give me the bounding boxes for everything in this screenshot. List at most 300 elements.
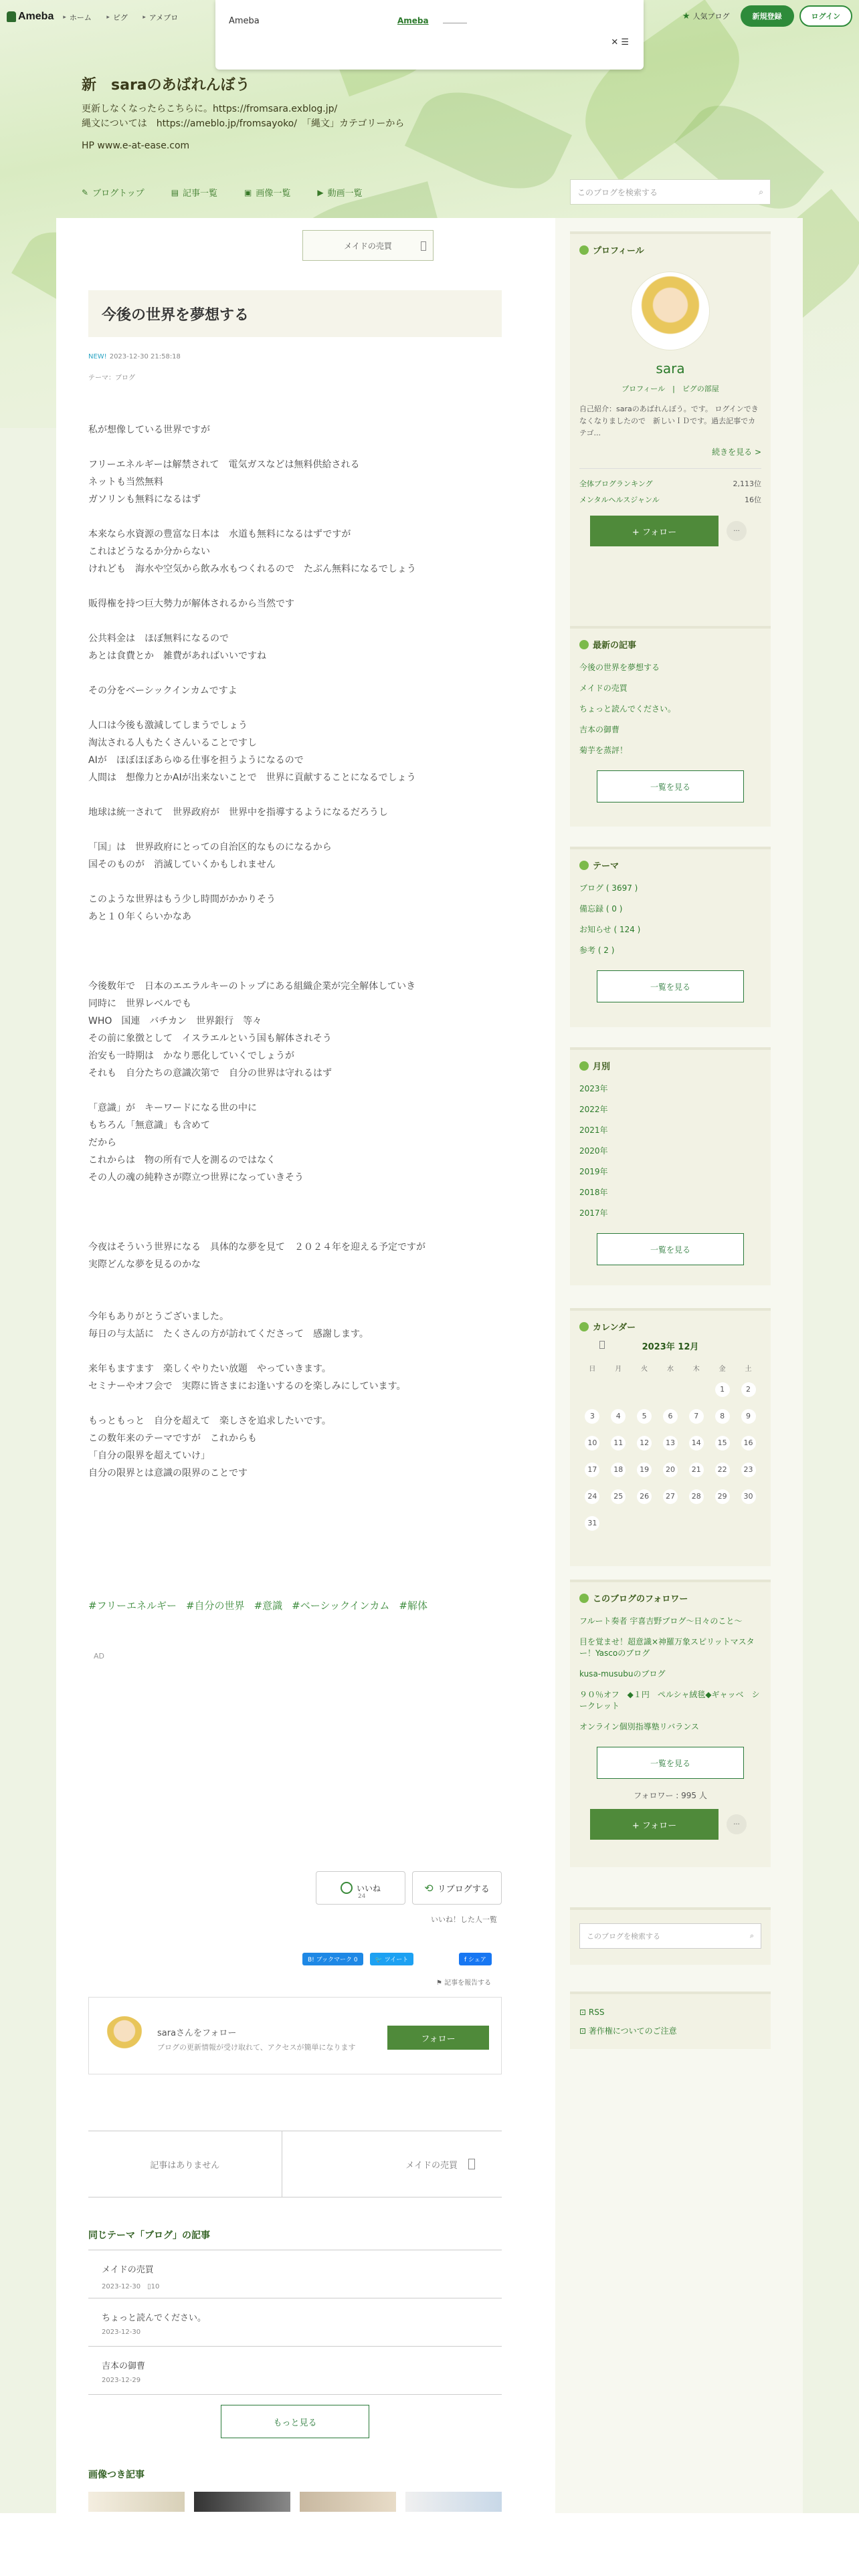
recent-item[interactable]: 菊芋を蒸評！ (579, 746, 628, 755)
reblog-icon: ⟲ (424, 1881, 434, 1895)
calendar-table (579, 1359, 761, 1537)
profile-title: プロフィール (570, 234, 771, 263)
body-paragraph (88, 700, 502, 717)
new-badge: NEW! (88, 353, 107, 360)
calendar-day[interactable] (709, 1457, 735, 1483)
share-buttons (302, 1953, 420, 1965)
body-paragraph (88, 1186, 502, 1204)
body-paragraph: AIが ほぼほぼあらゆる仕事を担うようになるので (88, 755, 304, 766)
body-paragraph: 毎日の与太話に たくさんの方が訪れてくださって 感謝します。 (88, 1329, 369, 1339)
entry-pager (88, 2131, 502, 2197)
calendar-day-number: 16 (741, 1436, 756, 1451)
hashtag-link[interactable]: #ベーシックインカム (292, 1600, 390, 1612)
calendar-day-number: 12 (637, 1436, 652, 1451)
calendar-day[interactable] (683, 1483, 709, 1510)
month-item[interactable]: 2020年 (579, 1146, 608, 1156)
theme-widget (570, 847, 771, 1027)
like-button[interactable]: いいね 24 (316, 1871, 405, 1905)
calendar-day[interactable] (683, 1403, 709, 1430)
calendar-day[interactable] (735, 1430, 761, 1457)
header-actions (682, 5, 852, 27)
sidebar-search-input[interactable]: このブログを検索する ⌕ (579, 1923, 761, 1949)
calendar-day (605, 1376, 632, 1403)
body-paragraph (88, 613, 502, 630)
calendar-day (579, 1376, 605, 1403)
body-paragraph: その人の魂の純粋さが際立つ世界になっていきそう (88, 1172, 304, 1183)
calendar-day[interactable] (683, 1430, 709, 1457)
calendar-weekdays (579, 1359, 761, 1376)
recent-item[interactable]: メイドの売買 (579, 683, 628, 693)
calendar-day[interactable] (579, 1457, 605, 1483)
ameba-frog-icon (7, 11, 16, 22)
profile-name[interactable]: sara (656, 360, 685, 377)
body-paragraph (88, 1343, 502, 1360)
calendar-weekday: 土 (745, 1365, 752, 1373)
body-paragraph: けれども 海水や空気から飲み水もつくれるので たぶん無料になるでしょう (88, 564, 416, 574)
calendar-day-number: 17 (585, 1463, 599, 1477)
smile-icon (341, 1882, 353, 1894)
body-paragraph: もちろん「無意識」も含めて (88, 1120, 210, 1131)
theme-more-button[interactable]: 一覧を見る (597, 970, 744, 1002)
calendar-day[interactable] (579, 1510, 605, 1537)
list-item[interactable] (88, 2250, 502, 2298)
calendar-day[interactable] (709, 1403, 735, 1430)
body-paragraph: 「国」は 世界政府にとっての自治区的なものになるから (88, 842, 332, 853)
nav-video-list[interactable]: ▶ 動画一覧 (317, 187, 363, 199)
calendar-day[interactable] (709, 1430, 735, 1457)
calendar-day (709, 1510, 735, 1537)
calendar-day[interactable] (683, 1457, 709, 1483)
follower-item[interactable]: フルート奏者 宇喜吉野ブログ〜日々のこと〜 (579, 1616, 743, 1626)
leaf-decoration (405, 73, 572, 208)
calendar-week (579, 1430, 761, 1457)
recent-entries-widget (570, 626, 771, 827)
calendar-day[interactable] (658, 1403, 684, 1430)
ameba-logo[interactable]: Ameba (7, 11, 54, 23)
body-paragraph (88, 943, 502, 960)
pigg-room-link[interactable]: ピグの部屋 (682, 385, 719, 393)
recent-item[interactable]: 今後の世界を夢想する (579, 663, 660, 672)
follower-item[interactable]: ９０％オフ ◆１円 ペルシャ絨毯◆ギャッベ シークレット (579, 1690, 760, 1711)
calendar-weekday: 水 (666, 1365, 674, 1373)
more-options-icon[interactable]: ··· (727, 1814, 747, 1834)
blog-homepage: HP www.e-at-ease.com (82, 140, 190, 151)
chevron-right-icon (421, 241, 426, 251)
theme-item[interactable]: 参考 ( 2 ) (579, 946, 615, 955)
body-paragraph: その分をベーシックインカムですよ (88, 685, 237, 696)
blog-desc-line: 更新しなくなったらこちらに。https://fromsara.exblog.jp/ (82, 104, 338, 114)
calendar-week (579, 1457, 761, 1483)
image-entries-thumbs (88, 2492, 511, 2512)
month-item[interactable]: 2018年 (579, 1188, 608, 1197)
rss-icon: ⊡ (579, 2008, 587, 2017)
body-paragraph: 地球は統一されて 世界政府が 世界中を指導するようになるだろうし (88, 807, 388, 818)
body-paragraph: 来年もますます 楽しくやりたい放題 やっていきます。 (88, 1364, 331, 1374)
calendar-day[interactable] (735, 1457, 761, 1483)
follower-count: フォロワー : 995 人 (634, 1791, 707, 1800)
search-icon[interactable]: ⌕ (759, 187, 763, 197)
body-paragraph: 国そのものが 消滅していくかもしれません (88, 859, 276, 870)
avatar[interactable] (105, 2016, 144, 2055)
calendar-day-number: 4 (611, 1409, 626, 1424)
calendar-day (658, 1510, 684, 1537)
hashtag-link[interactable]: #解体 (399, 1600, 427, 1612)
month-item[interactable]: 2017年 (579, 1208, 608, 1218)
hatena-bookmark-button[interactable]: B! ブックマーク 0 (302, 1953, 363, 1965)
body-paragraph: 実際どんな夢を見るのかな (88, 1259, 201, 1270)
ranking-genre[interactable]: メンタルヘルスジャンル 16位 (579, 496, 761, 504)
calendar-day[interactable] (579, 1430, 605, 1457)
calendar-day (632, 1376, 658, 1403)
ranking-overall[interactable]: 全体ブログランキング 2,113位 (579, 479, 761, 488)
list-item-date: 2023-12-29 (102, 2377, 141, 2384)
followers-follow-button[interactable]: + フォロー (590, 1809, 719, 1840)
calendar-week (579, 1403, 761, 1430)
calendar-day[interactable] (709, 1483, 735, 1510)
report-link[interactable]: ⚑ 記事を報告する (436, 1979, 492, 1987)
blog-nav (82, 186, 389, 199)
login-button[interactable]: ログイン (799, 5, 852, 27)
body-paragraph (88, 821, 502, 839)
body-paragraph: 「意識」が キーワードになる世の中に (88, 1103, 257, 1113)
calendar-day[interactable] (632, 1483, 658, 1510)
ad-area (88, 1665, 502, 1852)
calendar-day-number: 22 (715, 1463, 730, 1477)
calendar-week (579, 1510, 761, 1537)
calendar-day-number: 2 (741, 1382, 756, 1397)
body-paragraph: 人間は 想像力とかAIが出来ないことで 世界に貢献することになるでしょう (88, 772, 416, 783)
month-item[interactable]: 2023年 (579, 1084, 608, 1093)
body-paragraph (88, 1291, 502, 1308)
hashtag-link[interactable]: #フリーエネルギー (88, 1600, 177, 1612)
body-paragraph: 今夜はそういう世界になる 具体的な夢を見て ２０２４年を迎える予定ですが (88, 1242, 425, 1253)
calendar-day[interactable] (632, 1430, 658, 1457)
divider (579, 468, 761, 469)
body-paragraph: 治安も一時期は かなり悪化していくでしょうが (88, 1051, 294, 1061)
calendar-month: 2023年 12月 (579, 1339, 761, 1352)
body-paragraph (88, 960, 502, 978)
overlay-close-icon[interactable]: ✕ ☰ (611, 37, 629, 47)
calendar-day[interactable] (632, 1403, 658, 1430)
calendar-day-number: 5 (637, 1409, 652, 1424)
facebook-share-button[interactable]: f シェア (459, 1953, 492, 1965)
body-paragraph: 本来なら水資源の豊富な日本は 水道も無料になるはずですが (88, 529, 351, 540)
calendar-day[interactable] (658, 1430, 684, 1457)
body-paragraph (88, 1273, 502, 1291)
recent-title: 最新の記事 (570, 629, 771, 657)
profile-intro: 自己紹介：saraのあばれんぼう。です。 ログインできなくなりましたので 新しいＩＤです。過去記事でカテゴ... (579, 405, 759, 437)
calendar-title: カレンダー (570, 1311, 771, 1339)
body-paragraph (88, 1204, 502, 1221)
monthly-more-button[interactable]: 一覧を見る (597, 1233, 744, 1265)
nav-ameblo[interactable]: ▸ アメブロ (142, 12, 178, 23)
popular-blogs-link[interactable]: ★ 人気ブログ (682, 11, 730, 21)
month-item[interactable]: 2022年 (579, 1105, 608, 1114)
blog-title[interactable]: 新 saraのあばれんぼう (82, 77, 250, 94)
blog-search-input[interactable]: このブログを検索する ⌕ (570, 179, 771, 205)
profile-link[interactable]: プロフィール (622, 385, 666, 393)
hashtag-list (88, 1598, 437, 1612)
tweet-button[interactable]: 🐦 ツイート (370, 1953, 414, 1965)
follow-button[interactable]: フォロー (387, 2026, 489, 2050)
calendar-day-number: 23 (741, 1463, 756, 1477)
entry-date: NEW! 2023-12-30 21:58:18 (88, 353, 181, 360)
theme-item[interactable]: ブログ ( 3697 ) (579, 883, 638, 893)
popup-overlay (215, 0, 644, 70)
pager-prev: 記事はありません (150, 2160, 220, 2171)
top-nav (63, 11, 190, 23)
footer-area (0, 2513, 859, 2576)
follower-item[interactable]: オンライン個別指導塾リバランス (579, 1722, 699, 1731)
profile-avatar[interactable] (632, 272, 709, 350)
calendar-day[interactable] (735, 1376, 761, 1403)
body-paragraph: 「自分の限界を超えていけ」 (88, 1451, 210, 1461)
search-icon[interactable]: ⌕ (749, 1931, 754, 1940)
follower-item[interactable]: 目を覚ませ！超意識×神羅万象スピリットマスター！Yascoのブログ (579, 1637, 755, 1658)
theme-title: テーマ (570, 849, 771, 878)
calendar-days (579, 1376, 761, 1537)
body-paragraph: ガソリンも無料になるはず (88, 494, 201, 505)
overlay-link[interactable]: Ameba (397, 16, 429, 25)
like-list-link[interactable]: いいね！した人一覧 (431, 1915, 497, 1924)
thumbnail[interactable] (300, 2492, 396, 2512)
more-options-icon[interactable]: ··· (727, 521, 747, 541)
calendar-day[interactable] (605, 1457, 632, 1483)
calendar-day-number: 3 (585, 1409, 599, 1424)
calendar-day-number: 7 (689, 1409, 704, 1424)
calendar-day-number: 13 (663, 1436, 678, 1451)
followers-title: このブログのフォロワー (570, 1582, 771, 1611)
body-paragraph: あとは食費とか 雑費があればいいですね (88, 651, 266, 661)
nav-home[interactable]: ▸ ホーム (63, 12, 92, 23)
body-paragraph: 同時に 世界レベルでも (88, 998, 191, 1009)
list-item-title: 吉本の御曹 (102, 2361, 146, 2371)
list-item[interactable] (88, 2347, 502, 2395)
body-paragraph (88, 508, 502, 526)
body-paragraph (88, 1395, 502, 1412)
body-paragraph: 今年もありがとうございました。 (88, 1311, 229, 1322)
monthly-title: 月別 (570, 1050, 771, 1079)
body-paragraph (88, 1082, 502, 1099)
body-paragraph: だから (88, 1138, 116, 1148)
image-icon: ▣ (244, 187, 252, 197)
nav-pigg[interactable]: ▸ ピグ (106, 12, 128, 23)
pencil-icon: ✎ (82, 187, 89, 197)
body-paragraph: 公共料金は ほぼ無料になるので (88, 633, 229, 644)
calendar-day (683, 1376, 709, 1403)
list-item-title: ちょっと読んでください。 (102, 2313, 207, 2323)
calendar-day[interactable] (658, 1457, 684, 1483)
body-paragraph: それも 自分たちの意識次第で 自分の世界は守れるはず (88, 1068, 332, 1079)
month-item[interactable]: 2021年 (579, 1125, 608, 1135)
calendar-weekday: 月 (615, 1365, 622, 1373)
calendar (570, 1339, 771, 1550)
profile-follow-row (570, 508, 771, 560)
links-widget (570, 1992, 771, 2049)
copyright-link[interactable]: ⊡ 著作権についてのご注意 (579, 2026, 677, 2036)
followers-more-button[interactable]: 一覧を見る (597, 1747, 744, 1779)
calendar-day-number: 1 (715, 1382, 730, 1397)
calendar-day-number: 11 (611, 1436, 626, 1451)
body-paragraph: あと１０年くらいかなあ (88, 911, 191, 922)
calendar-day (658, 1376, 684, 1403)
body-paragraph: 販得権を持つ巨大勢力が解体されるから当然です (88, 599, 294, 609)
calendar-day[interactable] (658, 1483, 684, 1510)
blog-desc-line: 縄文については https://ameblo.jp/fromsayoko/ 「縄文」カテゴリーから (82, 118, 405, 129)
body-paragraph (88, 578, 502, 595)
theme-item[interactable]: 備忘録 ( 0 ) (579, 904, 623, 914)
calendar-day-number: 14 (689, 1436, 704, 1451)
body-paragraph: 人口は今後も激減してしまうでしょう (88, 720, 248, 731)
theme-item[interactable]: お知らせ ( 124 ) (579, 925, 641, 934)
calendar-day-number: 25 (611, 1489, 626, 1504)
body-paragraph: もっともっと 自分を超えて 楽しさを追求したいです。 (88, 1416, 331, 1426)
thumbnail[interactable] (405, 2492, 502, 2512)
calendar-day[interactable] (605, 1483, 632, 1510)
calendar-day (683, 1510, 709, 1537)
recent-more-button[interactable]: 一覧を見る (597, 770, 744, 802)
body-paragraph (88, 665, 502, 682)
list-item-date: 2023-12-30 ▯10 (102, 2283, 160, 2290)
same-theme-title: 同じテーマ「ブログ」の記事 (88, 2228, 502, 2250)
calendar-day[interactable] (709, 1376, 735, 1403)
profile-more-link[interactable]: 続きを見る > (712, 447, 761, 457)
recent-item[interactable]: 吉本の御曹 (579, 725, 620, 734)
nav-image-list[interactable]: ▣ 画像一覧 (244, 187, 291, 199)
body-paragraph (88, 786, 502, 804)
pager-next[interactable]: メイドの売買 (282, 2131, 502, 2197)
calendar-weekday: 金 (719, 1365, 726, 1373)
body-paragraph (88, 439, 502, 456)
calendar-day[interactable] (605, 1403, 632, 1430)
image-count-icon: ▯ (147, 2283, 151, 2290)
calendar-day-number: 26 (637, 1489, 652, 1504)
body-paragraph: 淘汰される人もたくさんいることですし (88, 738, 257, 748)
list-item[interactable] (88, 2298, 502, 2347)
calendar-day-number: 10 (585, 1436, 599, 1451)
followers-follow-row (570, 1801, 771, 1853)
calendar-day-number: 20 (663, 1463, 678, 1477)
follow-box (88, 1997, 502, 2074)
blog-description (82, 102, 404, 131)
calendar-day[interactable] (735, 1403, 761, 1430)
list-item-title: メイドの売買 (102, 2265, 154, 2275)
body-paragraph: これはどうなるか分からない (88, 546, 210, 557)
nav-blog-top[interactable]: ✎ ブログトップ (82, 187, 145, 199)
recent-item[interactable]: ちょっと読んでください。 (579, 704, 676, 714)
calendar-day-number: 15 (715, 1436, 730, 1451)
calendar-weekday: 火 (641, 1365, 648, 1373)
calendar-weekday: 日 (589, 1365, 596, 1373)
profile-widget (570, 231, 771, 626)
calendar-day (735, 1510, 761, 1537)
body-paragraph: WHO 国連 バチカン 世界銀行 等々 (88, 1016, 262, 1027)
calendar-day-number: 31 (585, 1516, 599, 1531)
thumbnail[interactable] (194, 2492, 290, 2512)
calendar-day (605, 1510, 632, 1537)
body-paragraph: その前に象徴として イスラエルという国も解体されそう (88, 1033, 332, 1044)
calendar-week (579, 1376, 761, 1403)
list-item-date: 2023-12-30 (102, 2329, 141, 2336)
calendar-day-number: 29 (715, 1489, 730, 1504)
ad-label: AD (94, 1652, 104, 1660)
image-entries-title: 画像つき記事 (88, 2470, 145, 2480)
calendar-day[interactable] (605, 1430, 632, 1457)
entry-title[interactable]: 今後の世界を夢想する (88, 290, 502, 337)
body-paragraph: 私が想像している世界ですが (88, 425, 210, 435)
calendar-day-number: 8 (715, 1409, 730, 1424)
body-paragraph: フリーエネルギーは解禁されて 電気ガスなどは無料供給される (88, 459, 360, 470)
chevron-left-icon[interactable] (599, 1341, 605, 1349)
calendar-day-number: 18 (611, 1463, 626, 1477)
calendar-day-number: 27 (663, 1489, 678, 1504)
calendar-day-number: 21 (689, 1463, 704, 1477)
rss-link[interactable]: ⊡ RSS (579, 2008, 605, 2017)
body-paragraph (88, 1221, 502, 1239)
follow-title: saraさんをフォロー (157, 2028, 237, 2038)
follow-description: ブログの更新情報が受け取れて、アクセスが簡単になります (157, 2043, 356, 2052)
calendar-day-number: 24 (585, 1489, 599, 1504)
calendar-day-number: 9 (741, 1409, 756, 1424)
body-paragraph (88, 926, 502, 943)
body-paragraph: ネットも当然無料 (88, 477, 163, 488)
follower-item[interactable]: kusa-musubuのブログ (579, 1669, 666, 1679)
calendar-day[interactable] (579, 1403, 605, 1430)
reblog-button[interactable]: ⟲ リブログする (412, 1871, 502, 1905)
profile-links: プロフィール | ピグの部屋 (622, 385, 719, 393)
prev-entry-top-link[interactable]: メイドの売買 (302, 230, 434, 261)
copyright-icon: ⊡ (579, 2026, 587, 2036)
body-paragraph: 自分の限界とは意識の限界のことです (88, 1468, 248, 1479)
calendar-week (579, 1483, 761, 1510)
calendar-day-number: 19 (637, 1463, 652, 1477)
twitter-icon: 🐦 (375, 1957, 383, 1963)
entry-body (88, 421, 502, 1482)
thumbnail[interactable] (88, 2492, 185, 2512)
followers-widget (570, 1580, 771, 1867)
hashtag-link[interactable]: #自分の世界 (185, 1600, 245, 1612)
body-paragraph: セミナーやオフ会で 実際に皆さまにお逢いするのを楽しみにしています。 (88, 1381, 406, 1392)
entry-theme[interactable]: テーマ：ブログ (88, 374, 135, 382)
body-paragraph (88, 873, 502, 891)
signup-button[interactable]: 新規登録 (741, 5, 794, 27)
body-paragraph: 今後数年で 日本のエエラルキーのトップにある組織企業が完全解体していき (88, 981, 416, 992)
calendar-weekday: 木 (692, 1365, 700, 1373)
calendar-day[interactable] (579, 1483, 605, 1510)
body-paragraph: この数年来のテーマですが これからも (88, 1433, 257, 1444)
document-icon: ▤ (171, 187, 179, 197)
profile-follow-button[interactable]: + フォロー (590, 516, 719, 546)
hashtag-link[interactable]: #意識 (254, 1600, 283, 1612)
body-paragraph: このような世界はもう少し時間がかかりそう (88, 894, 276, 905)
video-icon: ▶ (317, 187, 324, 197)
body-paragraph: これからは 物の所有で人を測るのではなく (88, 1155, 276, 1166)
month-item[interactable]: 2019年 (579, 1167, 608, 1176)
sidebar-search-widget (570, 1907, 771, 1965)
calendar-widget (570, 1308, 771, 1566)
calendar-day-number: 28 (689, 1489, 704, 1504)
calendar-day-number: 30 (741, 1489, 756, 1504)
calendar-day[interactable] (735, 1483, 761, 1510)
overlay-brand: Ameba (229, 16, 260, 26)
like-count: 24 (358, 1893, 366, 1900)
same-theme-section (88, 2228, 502, 2395)
calendar-day (632, 1510, 658, 1537)
nav-entry-list[interactable]: ▤ 記事一覧 (171, 187, 218, 199)
flag-icon: ⚑ (436, 1979, 442, 1987)
calendar-day[interactable] (632, 1457, 658, 1483)
more-button[interactable]: もっと見る (221, 2405, 369, 2438)
